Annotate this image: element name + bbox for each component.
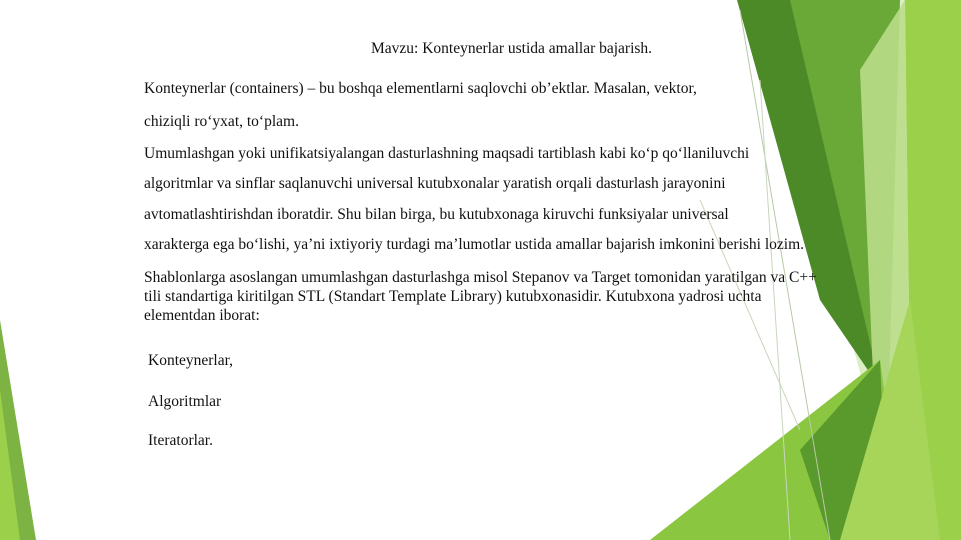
definition-line-2: chiziqli ro‘yxat, to‘plam.: [144, 113, 299, 130]
definition-line-1: Konteynerlar (containers) – bu boshqa elementlarni saqlovchi ob’ektlar. Masalan, vektor,: [144, 80, 697, 97]
stl-paragraph: [144, 268, 934, 325]
body-line-3: avtomatlashtirishdan iboratdir. Shu bilan birga, bu kutubxonaga kiruvchi funksiyalar universal: [144, 206, 729, 223]
stl-line-3: elementdan iborat:: [144, 307, 260, 324]
stl-line-1: Shablonlarga asoslangan umumlashgan dasturlashga misol Stepanov va Target tomonidan yaratilgan va C++: [144, 269, 817, 286]
body-line-2: algoritmlar va sinflar saqlanuvchi universal kutubxonalar yaratish orqali dasturlash jarayonini: [144, 175, 726, 192]
list-item: Iteratorlar.: [148, 432, 213, 449]
body-line-4: xarakterga ega bo‘lishi, ya’ni ixtiyoriy turdagi ma’lumotlar ustida amallar bajarish imkonini berishi lozim.: [144, 236, 805, 253]
stl-line-2: tili standartiga kiritilgan STL (Standart Template Library) kutubxonasidir. Kutubxona yadrosi uchta: [144, 288, 762, 305]
body-line-1: Umumlashgan yoki unifikatsiyalangan dasturlashning maqsadi tartiblash kabi ko‘p qo‘llaniluvchi: [144, 145, 750, 162]
slide-title: Mavzu: Konteynerlar ustida amallar bajarish.: [371, 40, 653, 57]
list-item: Algoritmlar: [148, 393, 222, 410]
list-item: Konteynerlar,: [148, 352, 234, 369]
